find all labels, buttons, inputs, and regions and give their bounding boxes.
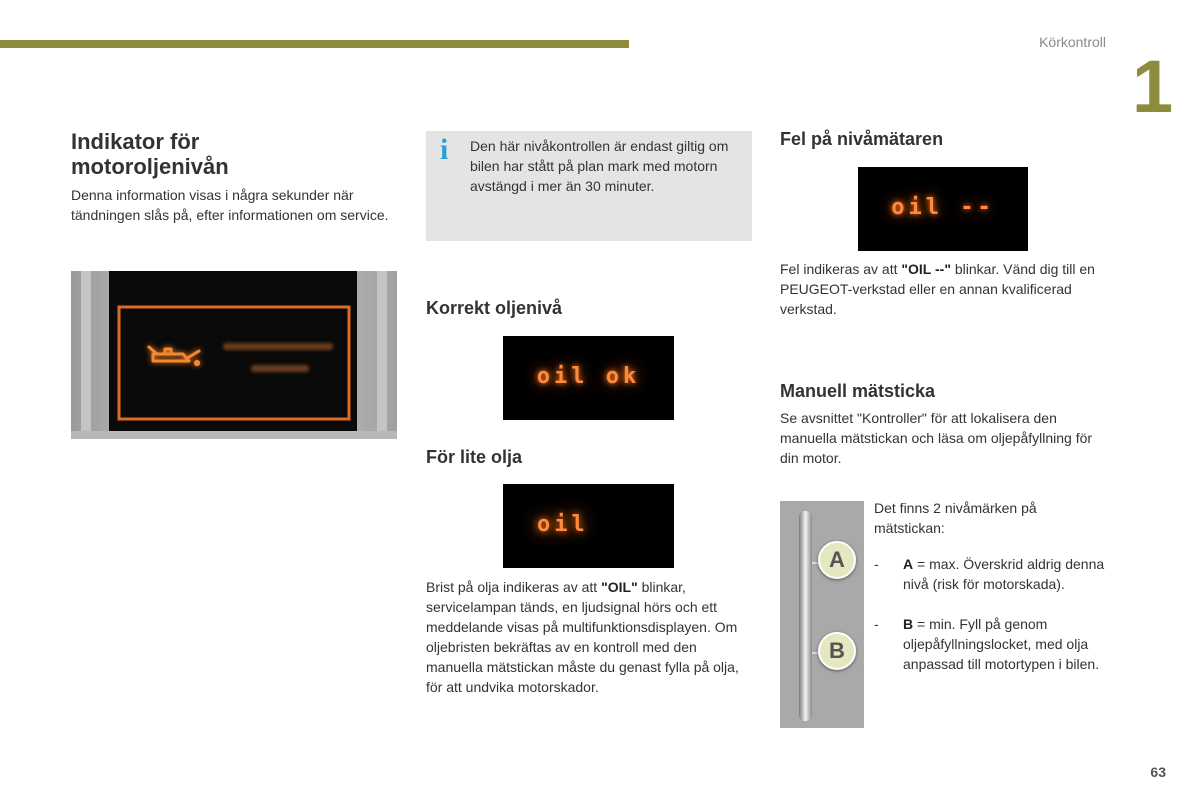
oil-low-readout: oil: [537, 512, 589, 537]
marks-intro: Det finns 2 nivåmärken på mätstickan:: [874, 500, 1037, 536]
title-line-2: motoroljenivån: [71, 154, 229, 179]
oil-ok-display: [503, 336, 674, 420]
dipstick-illustration: [780, 501, 864, 728]
fault-text-bold: "OIL --": [901, 261, 951, 277]
mark-a-text: = max. Överskrid aldrig denna nivå (risk för motorskada).: [903, 556, 1105, 592]
dipstick-heading: Manuell mätsticka: [780, 381, 936, 401]
mark-a-item: [874, 554, 1114, 594]
dipstick-intro: Se avsnittet "Kontroller" för att lokalisera den manuella mätstickan och läsa om oljepåfyllning för din motor.: [780, 410, 1093, 466]
mark-a-dash: -: [874, 556, 879, 572]
fault-heading: Fel på nivåmätaren: [780, 129, 944, 149]
low-oil-text-2: blinkar, servicelampan tänds, en ljudsignal hörs och ett meddelande visas på multifunktionsdisplayen. Om oljebristen bekräftas av en kontroll med den manuella mätstickan måste du genast fylla på olja, för att undvika motorskador.: [426, 579, 739, 695]
page-number: 63: [1150, 764, 1166, 780]
correct-level-heading: Korrekt oljenivå: [426, 298, 563, 318]
mark-b-dash: -: [874, 616, 879, 632]
low-oil-text-1: Brist på olja indikeras av att: [426, 579, 602, 595]
mark-b-badge: B: [818, 632, 856, 670]
mark-a-badge: A: [818, 541, 856, 579]
oil-ok-readout: oil ok: [536, 364, 641, 389]
section-label: Körkontroll: [1039, 34, 1106, 50]
fault-text-1: Fel indikeras av att: [780, 261, 902, 277]
mark-a-letter: A: [903, 556, 914, 572]
fault-text-2: blinkar. Vänd dig till en PEUGEOT-verkstad eller en annan kvalificerad verkstad.: [780, 261, 1095, 317]
mark-b-item: [874, 614, 1114, 674]
header-rule: [0, 40, 629, 48]
info-icon: i: [440, 133, 449, 166]
title-line-1: Indikator för: [71, 129, 200, 154]
cluster-illustration: [71, 271, 397, 439]
chapter-number: 1: [1132, 45, 1174, 128]
info-text: Den här nivåkontrollen är endast giltig om bilen har stått på plan mark med motorn avstängd i mer än 30 minuter.: [470, 138, 729, 194]
low-oil-text-bold: "OIL": [601, 579, 638, 595]
low-oil-text: [426, 577, 752, 697]
intro-text: Denna information visas i några sekunder när tändningen slås på, efter informationen om service.: [71, 187, 389, 223]
fault-text: [780, 259, 1110, 319]
oil-fault-readout: oil --: [891, 195, 995, 220]
marks-list: [874, 554, 1114, 674]
mark-b-text: = min. Fyll på genom oljepåfyllningslocket, med olja anpassad till motortypen i bilen.: [903, 616, 1100, 672]
oil-low-display: [503, 484, 674, 568]
page-title: [71, 129, 391, 179]
oil-fault-display: [858, 167, 1028, 251]
mark-b-letter: B: [903, 616, 914, 632]
low-oil-heading: För lite olja: [426, 447, 523, 467]
